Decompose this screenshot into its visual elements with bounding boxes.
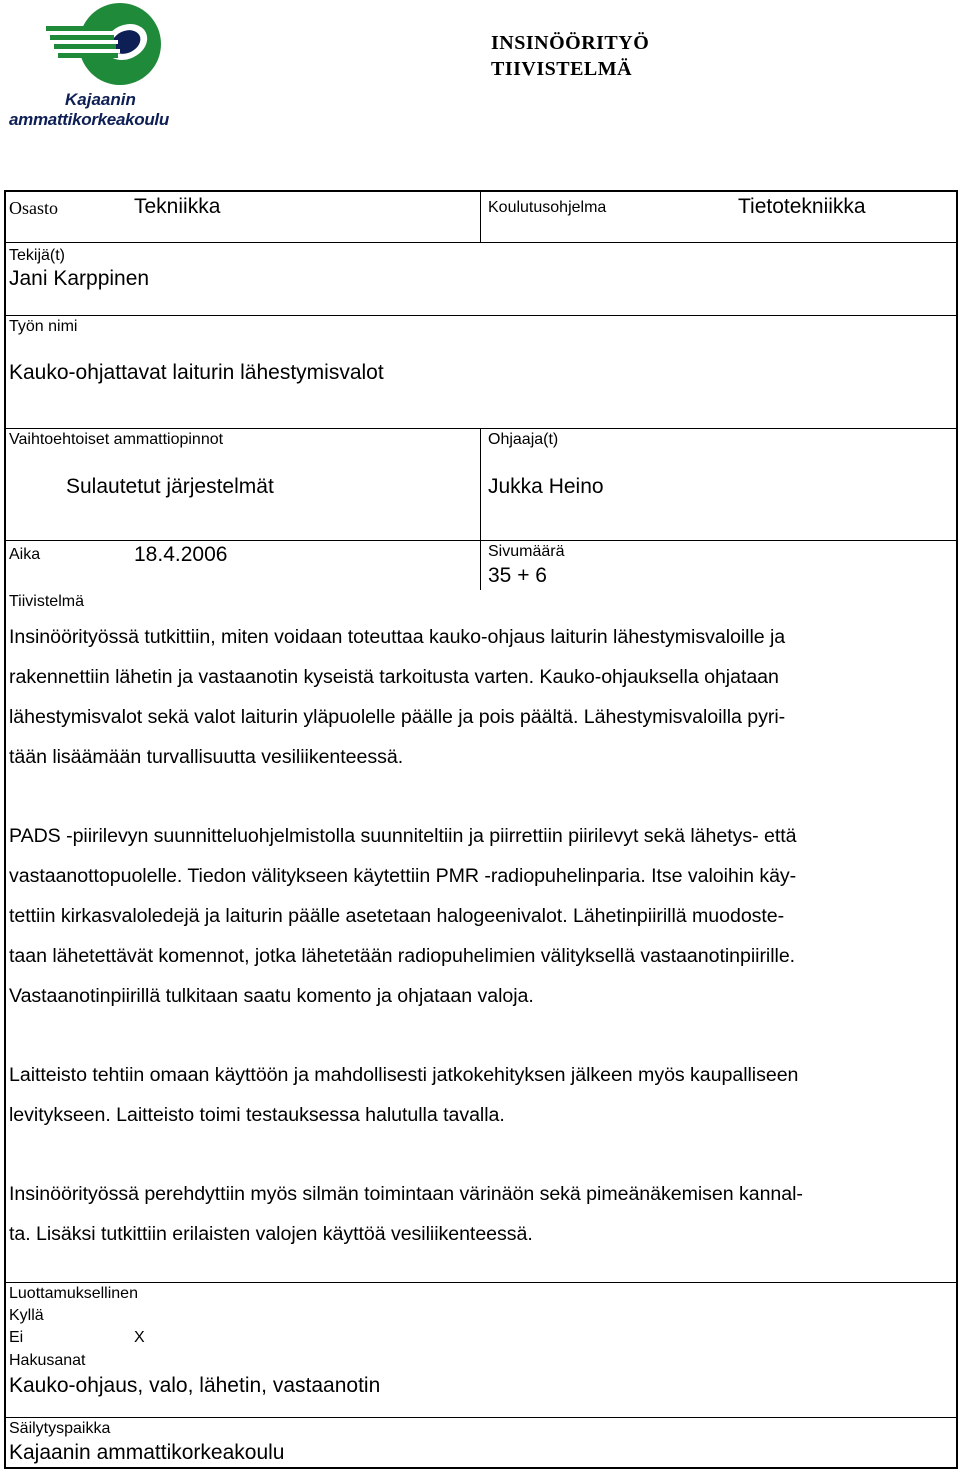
divider (5, 1417, 957, 1418)
tekija-value: Jani Karppinen (9, 267, 150, 290)
abstract-line: Insinöörityössä perehdyttiin myös silmän toimintaan värinäön sekä pimeänäkemisen kannal- (9, 1183, 803, 1205)
abstract-line: rakennettiin lähetin ja vastaanotin kyseistä tarkoitusta varten. Kauko-ohjauksella ohjataan (9, 666, 779, 688)
abstract-paragraph (9, 617, 954, 777)
abstract-text (9, 617, 954, 1293)
abstract-line: Insinöörityössä tutkittiin, miten voidaan toteuttaa kauko-ohjaus laiturin lähestymisvaloille ja (9, 626, 786, 648)
logo-text-line2: ammattikorkeakoulu (9, 110, 169, 129)
vaihtoehtoiset-label: Vaihtoehtoiset ammattiopinnot (9, 431, 224, 448)
abstract-line: Vastaanotinpiirillä tulkitaan saatu komento ja ohjataan valoja. (9, 985, 534, 1007)
document-title (491, 30, 649, 82)
divider (5, 242, 957, 243)
divider (480, 191, 481, 242)
osasto-label: Osasto (9, 198, 58, 218)
abstract-paragraph (9, 816, 954, 1016)
koulutusohjelma-label: Koulutusohjelma (488, 199, 607, 216)
abstract-paragraph (9, 1055, 954, 1135)
luottamuksellinen-label: Luottamuksellinen (9, 1285, 138, 1302)
sivumaara-label: Sivumäärä (488, 543, 565, 560)
abstract-line: vastaanottopuolelle. Tiedon välitykseen käytettiin PMR -radiopuhelinparia. Itse valoihin käy- (9, 865, 797, 887)
ei-label: Ei (9, 1329, 24, 1346)
abstract-line: ta. Lisäksi tutkittiin erilaisten valojen käyttöä vesiliikenteessä. (9, 1223, 533, 1245)
tiivistelma-label: Tiivistelmä (9, 593, 84, 610)
tyon-nimi-value: Kauko-ohjattavat laiturin lähestymisvalot (9, 361, 384, 384)
divider (480, 428, 481, 590)
abstract-line: taan lähetettävät komennot, jotka lähetetään radiopuhelimien välityksellä vastaanotinpiirille. (9, 945, 796, 967)
vaihtoehtoiset-value: Sulautetut järjestelmät (66, 475, 274, 498)
sailytyspaikka-value: Kajaanin ammattikorkeakoulu (9, 1441, 285, 1464)
hakusanat-label: Hakusanat (9, 1352, 86, 1369)
ohjaaja-label: Ohjaaja(t) (488, 431, 559, 448)
koulutusohjelma-value: Tietotekniikka (738, 195, 866, 218)
kajaani-logo (8, 2, 208, 132)
abstract-line: tettiin kirkasvaloledejä ja laiturin päälle asetetaan halogeenivalot. Lähetinpiirillä muodoste- (9, 905, 785, 927)
divider (5, 540, 957, 541)
abstract-line: tään lisäämään turvallisuutta vesiliikenteessä. (9, 746, 404, 768)
abstract-line: lähestymisvalot sekä valot laiturin yläpuolelle päälle ja pois päältä. Lähestymisvaloilla pyri- (9, 706, 786, 728)
document-title-line1: INSINÖÖRITYÖ (491, 32, 650, 54)
ohjaaja-value: Jukka Heino (488, 475, 604, 498)
abstract-line: levitykseen. Laitteisto toimi testauksessa halutulla tavalla. (9, 1104, 505, 1126)
sailytyspaikka-label: Säilytyspaikka (9, 1420, 111, 1437)
ei-mark: X (134, 1329, 145, 1346)
hakusanat-value: Kauko-ohjaus, valo, lähetin, vastaanotin (9, 1374, 381, 1397)
divider (5, 428, 957, 429)
abstract-line: Laitteisto tehtiin omaan käyttöön ja mahdollisesti jatkokehityksen jälkeen myös kaupalliseen (9, 1064, 799, 1086)
tyon-nimi-label: Työn nimi (9, 318, 78, 335)
document-title-line2: TIIVISTELMÄ (491, 58, 633, 80)
osasto-value: Tekniikka (134, 195, 221, 218)
divider (5, 315, 957, 316)
logo-text-line1: Kajaanin (65, 90, 136, 109)
abstract-line: PADS -piirilevyn suunnitteluohjelmistolla suunniteltiin ja piirrettiin piirilevyt sekä lähetys- että (9, 825, 797, 847)
tekija-label: Tekijä(t) (9, 247, 66, 264)
sivumaara-value: 35 + 6 (488, 564, 547, 587)
kajaani-emblem-icon (46, 2, 172, 92)
aika-value: 18.4.2006 (134, 543, 228, 566)
aika-label: Aika (9, 546, 41, 563)
kylla-label: Kyllä (9, 1307, 44, 1324)
abstract-paragraph (9, 1174, 954, 1254)
